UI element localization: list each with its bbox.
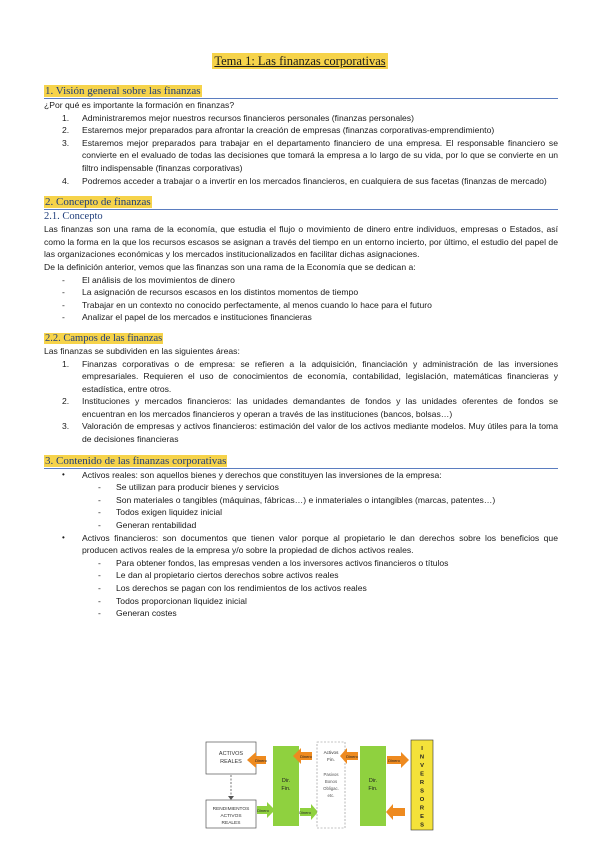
svg-text:R: R — [419, 805, 425, 812]
list-item: 3. Valoración de empresas y activos financieros: estimación del valor de los activos mediante modelos. Muy útiles para la toma de decisiones financieras — [62, 421, 558, 445]
svg-text:etc.: etc. — [327, 793, 335, 798]
document-title: Tema 1: Las finanzas corporativas — [214, 54, 386, 68]
svg-text:Bonos: Bonos — [324, 779, 338, 784]
svg-text:R: R — [419, 780, 425, 786]
list-item: 4. Podremos acceder a trabajar o a invertir en los mercados financieros, en cualquiera de sus facetas (finanzas de mercado) — [62, 175, 547, 186]
financial-flow-diagram — [205, 738, 435, 832]
sub-list-item: - Generan rentabilidad — [98, 520, 197, 531]
sub-list-item: - Todos proporcionan liquidez inicial — [98, 595, 247, 606]
svg-text:Dir.: Dir. — [281, 778, 291, 784]
arrow-right-bottom — [386, 804, 405, 820]
svg-text:Dir.: Dir. — [368, 778, 378, 784]
sub-list-item: - Todos exigen liquidez inicial — [98, 507, 223, 518]
section-2-heading: 2. Concepto de finanzas — [44, 195, 558, 210]
list-item: 2. Instituciones y mercados financieros: las unidades demandantes de fondos y las unidades oferentes de fondos se encuentran en los mercados financieros y operan a través de las instituciones (bancos, bolsas…) — [62, 396, 558, 419]
svg-text:Obligac.: Obligac. — [323, 786, 339, 791]
section-3-heading: 3. Contenido de las finanzas corporativas — [44, 454, 558, 469]
sub-list-item: - Le dan al propietario ciertos derechos sobre activos reales — [98, 570, 339, 581]
section-3-list — [44, 469, 558, 620]
sub-list-item: - Se utilizan para producir bienes y servicios — [98, 482, 279, 493]
sub-list — [82, 557, 558, 620]
activos-reales-label-2: REALES — [220, 759, 242, 765]
svg-text:RENDIMIENTOS: RENDIMIENTOS — [212, 807, 250, 812]
arrow-left-bottom — [257, 802, 275, 818]
sub-list-item: - Son materiales o tangibles (máquinas, fábricas…) e inmateriales o intangibles (marcas, patentes…) — [98, 494, 496, 505]
list-item: • Activos reales: son aquellos bienes y derechos que constituyen las inversiones de la empresa: - Se utilizan para producir bienes y servicios - Son materiales o tangibles (máquinas, fábricas…) e inmateriales o intangibles (marcas, patentes…) - Todos exigen liquidez inicial - Generan rentabilidad — [44, 469, 558, 532]
svg-text:ACTIVOS: ACTIVOS — [220, 814, 242, 819]
sub-list — [82, 481, 558, 531]
section-2-1-paragraph: Las finanzas son una rama de la economía, que estudia el flujo o movimiento de dinero entre individuos, empresas o Estados, así como la forma en la que los recursos escasos se asignan a través del tiempo en un entorno incierto, por último, el estudio del papel de las organizaciones económicas y los mercados institucionalizados en facilitar dichas asignaciones. — [44, 224, 558, 260]
list-item: • Activos financieros: son documentos que tienen valor porque al propietario le dan derechos sobre los beneficios que producen activos reales de la empresa y/o sobre la propiedad de dichos activos reales. - Para obtener fondos, las empresas venden a los inversores activos financieros o títulos - Le dan al propietario ciertos derechos sobre activos reales - Los derechos se pagan con los rendimientos de los activos reales - Todos proporcionan liquidez inicial - Generan costes — [62, 532, 558, 619]
svg-text:Dinero: Dinero — [257, 808, 269, 813]
svg-text:Fin.: Fin. — [327, 757, 335, 762]
section-2-1-heading: 2.1. Concepto — [44, 211, 103, 223]
section-1-heading: 1. Visión general sobre las finanzas — [44, 84, 558, 99]
list-item: 3. Estaremos mejor preparados para trabajar en el departamento financiero de una empresa. El responsable financiero se convierte en el evaluado de todas las decisiones que tomará la empresa a lo largo de su vida, por lo que se convierte en un filtro indispensable (finanzas corporativas) — [62, 137, 558, 173]
activos-reales-label-1: ACTIVOS — [218, 751, 244, 757]
arrow-right-top — [387, 752, 409, 768]
section-2-2-heading: 2.2. Campos de las finanzas — [45, 332, 163, 344]
list-item: - La asignación de recursos escasos en los distintos momentos de tiempo — [62, 287, 359, 298]
svg-text:S: S — [420, 788, 424, 795]
svg-text:S: S — [420, 822, 424, 829]
section-2-1-list — [44, 274, 558, 324]
section-2-2-list — [44, 358, 558, 446]
svg-text:N: N — [419, 754, 425, 761]
svg-text:I: I — [421, 746, 423, 752]
svg-text:Activos: Activos — [323, 750, 339, 755]
svg-text:O: O — [419, 797, 425, 803]
section-1-question: ¿Por qué es importante la formación en finanzas? — [44, 100, 235, 110]
svg-text:Dinero: Dinero — [299, 810, 311, 815]
svg-text:Dinero: Dinero — [388, 758, 400, 763]
list-item: - Trabajar en un contexto no conocido perfectamente, al menos cuando lo hace para el futuro — [62, 299, 432, 310]
list-item: 1. Administraremos mejor nuestros recursos financieros personales (finanzas personales) — [62, 112, 414, 123]
section-2-2-intro: Las finanzas se subdividen en las siguientes áreas: — [44, 345, 240, 356]
svg-text:Dinero: Dinero — [255, 758, 267, 763]
section-2-1-paragraph-2: De la definición anterior, vemos que las finanzas son una rama de la Economía que se dedican a: — [44, 261, 416, 272]
arrow-mid-bottom-1 — [299, 804, 318, 820]
svg-text:V: V — [420, 763, 424, 769]
list-item: - Analizar el papel de los mercados e instituciones financieras — [62, 312, 312, 323]
svg-text:Dinero: Dinero — [300, 754, 312, 759]
svg-text:E: E — [420, 814, 424, 820]
sub-list-item: - Para obtener fondos, las empresas venden a los inversores activos financieros o títulos — [98, 557, 449, 568]
svg-text:Fin.: Fin. — [368, 786, 378, 792]
activos-reales-box — [206, 742, 256, 774]
sub-list-item: - Los derechos se pagan con los rendimientos de los activos reales — [98, 583, 367, 593]
document-body — [44, 84, 558, 620]
svg-text:REALES: REALES — [221, 821, 241, 826]
svg-text:Dinero: Dinero — [346, 754, 358, 759]
section-1-list — [44, 112, 558, 188]
svg-text:Pasivos: Pasivos — [323, 772, 339, 777]
sub-list-item: - Generan costes — [98, 608, 177, 619]
list-item: 1. Finanzas corporativas o de empresa: se refieren a la adquisición, financiación y administración de las inversiones empresariales. Requieren el uso de conocimientos de economía, contabilidad, legislación, matemáticas financieras y estadística, entre otros. — [62, 358, 558, 394]
list-item: 2. Estaremos mejor preparados para afrontar la creación de empresas (finanzas corporativas-emprendimiento) — [62, 125, 495, 136]
document-title-wrap — [0, 55, 600, 69]
svg-text:E: E — [420, 771, 424, 778]
svg-text:Fin.: Fin. — [281, 786, 291, 792]
list-item: - El análisis de los movimientos de dinero — [62, 274, 235, 285]
